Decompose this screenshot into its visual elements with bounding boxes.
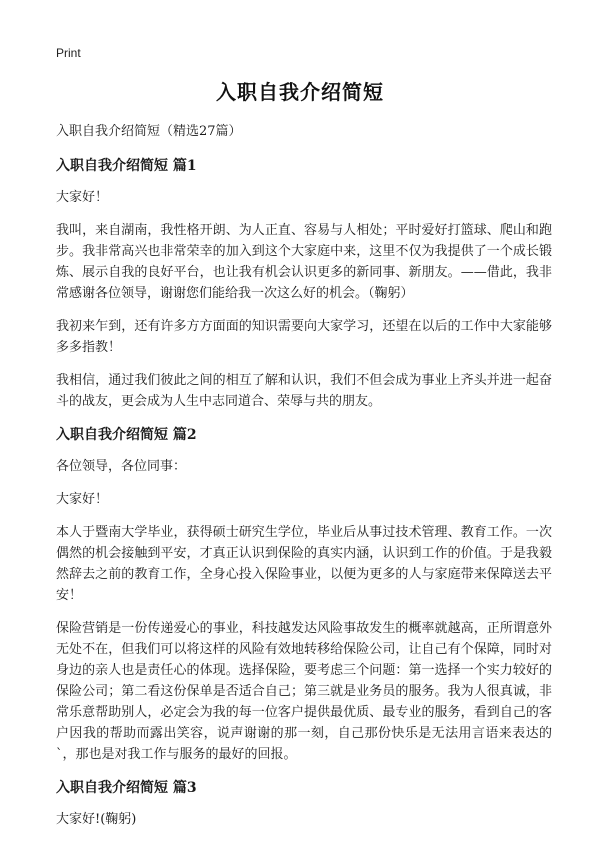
paragraph: 本人于暨南大学毕业，获得硕士研究生学位，毕业后从事过技术管理、教育工作。一次偶然的机会接触到平安，才真正认识到保险的真实内涵，认识到工作的价值。于是我毅然辞去之前的教育工作，全身心投入保险事业，以便为更多的人与家庭带来保障送去平安！ <box>56 525 552 603</box>
paragraph: 大家好！ <box>56 190 109 205</box>
print-link[interactable]: Print <box>56 46 81 60</box>
section-heading: 入职自我介绍简短 篇3 <box>56 780 197 796</box>
paragraph: 保险营销是一份传递爱心的事业，科技越发达风险事故发生的概率就越高，正所谓意外无处不在，但我们可以将这样的风险有效地转移给保险公司，让自己有个保障，同时对身边的亲人也是责任心的体现。选择保险，要考虑三个问题：第一选择一个实力较好的保险公司；第二看这份保单是否适合自己；第三就是业务员的服务。我为人很真诚，非常乐意帮助别人，必定会为我的每一位客户提供最优质、最专业的服务，看到自己的客户因我的帮助而露出笑容，说声谢谢的那一刻，自己那份快乐是无法用言语来表达的`，那也是对我工作与服务的最好的回报。 <box>56 621 552 762</box>
paragraph: 我相信，通过我们彼此之间的相互了解和认识，我们不但会成为事业上齐头并进一起奋斗的战友，更会成为人生中志同道合、荣辱与共的朋友。 <box>56 373 552 409</box>
paragraph: 大家好！ <box>56 492 109 507</box>
section-heading: 入职自我介绍简短 篇1 <box>56 158 197 174</box>
section-heading: 入职自我介绍简短 篇2 <box>56 427 197 443</box>
document-subtitle: 入职自我介绍简短（精选27篇） <box>56 124 242 139</box>
page-title: 入职自我介绍简短 <box>216 80 384 104</box>
paragraph: 我叫，来自湖南，我性格开朗、为人正直、容易与人相处；平时爱好打篮球、爬山和跑步。我非常高兴也非常荣幸的加入到这个大家庭中来，这里不仅为我提供了一个成长锻炼、展示自我的良好平台，也让我有机会认识更多的新同事、新朋友。——借此，我非常感谢各位领导，谢谢您们能给我一次这么好的机会。（鞠躬） <box>56 223 552 301</box>
paragraph: 大家好!(鞠躬) <box>56 812 137 827</box>
paragraph: 我初来乍到，还有许多方方面面的知识需要向大家学习，还望在以后的工作中大家能够多多指教！ <box>56 319 552 355</box>
document-body <box>56 120 552 842</box>
paragraph: 各位领导，各位同事： <box>56 459 187 474</box>
